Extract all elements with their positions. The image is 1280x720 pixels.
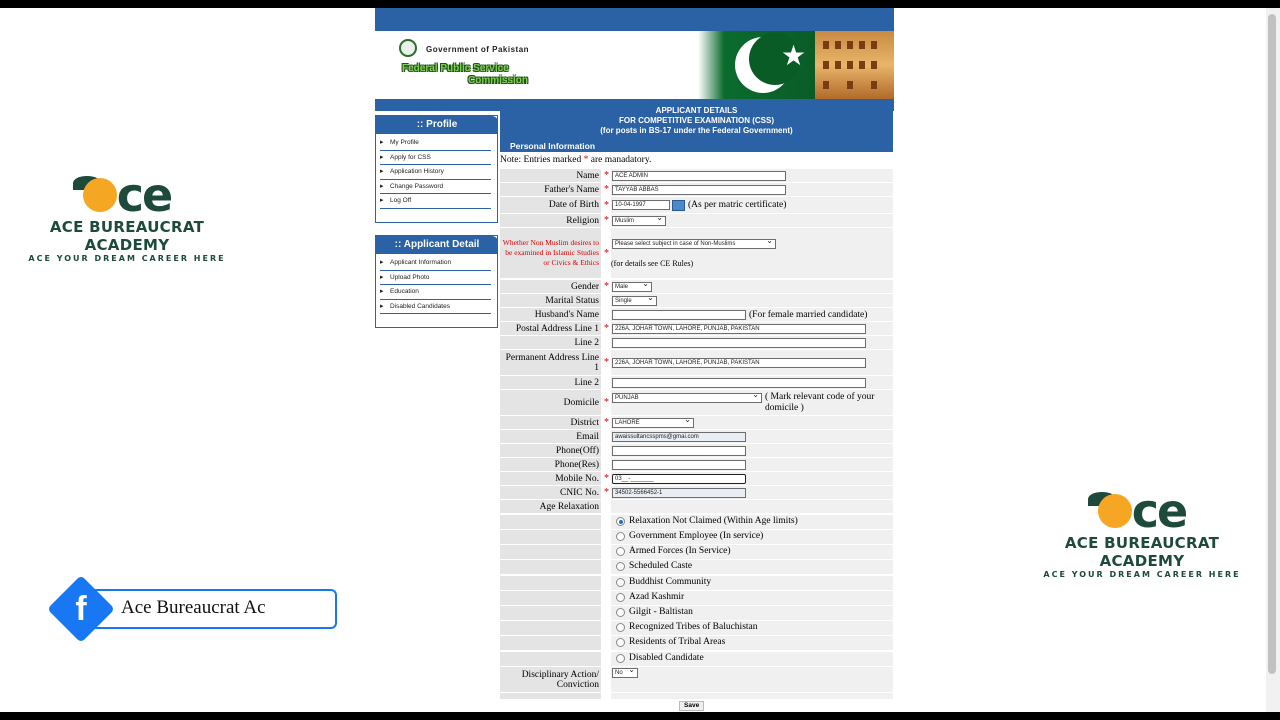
menu-item-applicant-information[interactable]: ▸ Applicant Information (380, 256, 491, 271)
menu-item-log-off[interactable]: ▸ Log Off (380, 194, 491, 209)
row-phone-res (500, 458, 893, 471)
gender-select[interactable]: Male ⌄ (612, 282, 652, 292)
form-subtitle-bs17: (for posts in BS-17 under the Federal Government) (600, 126, 793, 135)
required-mark: * (604, 323, 609, 334)
husband-name-label: Husband's Name (500, 308, 601, 321)
menu-item-application-history[interactable]: ▸ Application History (380, 165, 491, 180)
permanent-line1-input[interactable]: 226A, JOHAR TOWN, LAHORE, PUNJAB, PAKISTAN (612, 358, 866, 368)
org-name-line1: Federal Public Service (402, 63, 509, 74)
header-banner (375, 31, 894, 99)
relaxation-radio[interactable] (616, 608, 625, 617)
husband-name-input[interactable] (612, 310, 746, 320)
religion-label: Religion (500, 214, 601, 227)
menu-item-change-password[interactable]: ▸ Change Password (380, 180, 491, 195)
row-marital-status (500, 294, 893, 307)
required-mark: * (602, 228, 611, 278)
cnic-label: CNIC No. (500, 486, 601, 499)
relaxation-option-label: Scheduled Caste (629, 561, 693, 571)
dob-label: Date of Birth (500, 197, 601, 213)
row-permanent-line1 (500, 350, 893, 375)
permanent-line2-label: Line 2 (500, 376, 601, 389)
row-phone-off (500, 444, 893, 457)
menu-item-my-profile[interactable]: ▸ My Profile (380, 136, 491, 151)
disciplinary-select[interactable]: No ⌄ (612, 668, 638, 678)
domicile-hint: ( Mark relevant code of your domicile ) (765, 392, 875, 413)
row-religion (500, 214, 893, 227)
gov-title: Government of Pakistan (426, 45, 530, 54)
relaxation-option-label: Government Employee (In service) (629, 531, 764, 541)
ace-tagline: ACE YOUR DREAM CAREER HERE (28, 254, 226, 263)
relaxation-radio[interactable] (616, 517, 625, 526)
row-age-relaxation (500, 500, 893, 513)
row-domicile (500, 390, 893, 415)
father-name-label: Father's Name (500, 183, 601, 196)
ace-a-icon (83, 178, 117, 212)
relaxation-radio[interactable] (616, 623, 625, 632)
phone-res-input[interactable] (612, 460, 746, 470)
calendar-icon[interactable] (672, 200, 685, 211)
mandatory-note: Note: Entries marked * are manadatory. (500, 155, 652, 165)
domicile-select[interactable]: PUNJAB ⌄ (612, 393, 762, 403)
relaxation-option (500, 576, 893, 590)
mobile-input[interactable]: 03__-_______ (612, 474, 746, 484)
mobile-label: Mobile No. (500, 472, 601, 485)
row-husband-name (500, 308, 893, 321)
row-district (500, 416, 893, 429)
relaxation-option-label: Relaxation Not Claimed (Within Age limits) (629, 516, 798, 526)
letterbox-top (0, 0, 1280, 8)
form-title: APPLICANT DETAILS (655, 106, 738, 115)
disciplinary-label: Disciplinary Action/ Conviction (500, 667, 601, 692)
pakistan-flag-image (685, 31, 815, 99)
relaxation-option-label: Azad Kashmir (629, 592, 685, 602)
row-dob (500, 197, 893, 213)
row-gender (500, 280, 893, 293)
ace-word: ce (1131, 484, 1187, 538)
ace-tagline: ACE YOUR DREAM CAREER HERE (1043, 570, 1241, 579)
phone-off-input[interactable] (612, 446, 746, 456)
row-name (500, 169, 893, 182)
marital-status-select[interactable]: Single ⌄ (612, 296, 657, 306)
required-mark: * (604, 215, 609, 226)
religion-select[interactable]: Muslim ⌄ (612, 216, 666, 226)
fpsc-page (375, 8, 894, 712)
relaxation-option-label: Disabled Candidate (629, 653, 704, 663)
ace-word: ce (116, 168, 172, 222)
permanent-line2-input[interactable] (612, 378, 866, 388)
age-relaxation-label: Age Relaxation (500, 500, 601, 513)
ace-a-icon (1098, 494, 1132, 528)
husband-name-hint: (For female married candidate) (749, 309, 868, 320)
district-label: District (500, 416, 601, 429)
required-mark: * (604, 184, 609, 195)
facebook-page-name: Ace Bureaucrat Ac (121, 597, 266, 618)
required-mark: * (602, 390, 611, 415)
ace-logo-left (18, 168, 236, 263)
relaxation-option (500, 591, 893, 605)
email-label: Email (500, 430, 601, 443)
profile-menu (375, 115, 498, 223)
dob-input[interactable]: 10-04-1997 (612, 200, 670, 210)
permanent-line1-label: Permanent Address Line 1 (500, 350, 601, 375)
row-postal-line1 (500, 322, 893, 335)
relaxation-option (500, 652, 893, 666)
district-select[interactable]: LAHORE ⌄ (612, 418, 694, 428)
applicant-menu-title: :: Applicant Detail (376, 236, 498, 254)
relaxation-option (500, 560, 893, 574)
form-header (500, 105, 893, 152)
government-seal-icon (399, 39, 417, 57)
email-input[interactable]: awaissultancsspms@gmai.com (612, 432, 746, 442)
row-spacer (500, 693, 893, 699)
required-mark: * (604, 417, 609, 428)
marital-status-label: Marital Status (500, 294, 601, 307)
row-disciplinary (500, 667, 893, 692)
relaxation-radio[interactable] (616, 638, 625, 647)
row-email (500, 430, 893, 443)
relaxation-option-label: Armed Forces (In Service) (629, 546, 731, 556)
required-mark: * (602, 197, 611, 213)
ace-academy-name: ACE BUREAUCRAT ACADEMY (1064, 534, 1220, 570)
save-button[interactable]: Save (679, 701, 704, 711)
postal-line1-input[interactable]: 226A, JOHAR TOWN, LAHORE, PUNJAB, PAKISTAN (612, 324, 866, 334)
section-title: Personal Information (510, 141, 596, 151)
required-mark: * (604, 473, 609, 484)
row-mobile (500, 472, 893, 485)
non-muslim-hint: (for details see CE Rules) (611, 258, 694, 268)
required-mark: * (604, 170, 609, 181)
required-mark: * (604, 487, 609, 498)
postal-line2-input[interactable] (612, 338, 866, 348)
domicile-label: Domicile (500, 390, 601, 415)
relaxation-radio[interactable] (616, 562, 625, 571)
ace-academy-name: ACE BUREAUCRAT ACADEMY (49, 218, 205, 254)
relaxation-option (500, 545, 893, 559)
relaxation-option (500, 515, 893, 529)
required-mark: * (604, 281, 609, 292)
building-image (815, 31, 894, 99)
non-muslim-label: Whether Non Muslim desires to be examined in Islamic Studies or Civics & Ethics (500, 228, 601, 278)
relaxation-option-label: Recognized Tribes of Baluchistan (629, 622, 758, 632)
row-father-name (500, 183, 893, 196)
form-subtitle: FOR COMPETITIVE EXAMINATION (CSS) (619, 116, 774, 125)
relaxation-radio[interactable] (616, 654, 625, 663)
relaxation-option-label: Buddhist Community (629, 577, 712, 587)
name-label: Name (500, 169, 601, 182)
row-permanent-line2 (500, 376, 893, 389)
menu-item-education[interactable]: ▸ Education (380, 285, 491, 300)
relaxation-radio[interactable] (616, 547, 625, 556)
header-strip (375, 8, 894, 31)
letterbox-bottom (0, 712, 1280, 720)
facebook-icon: f (75, 590, 87, 628)
row-cnic (500, 486, 893, 499)
relaxation-option (500, 636, 893, 650)
menu-item-upload-photo[interactable]: ▸ Upload Photo (380, 271, 491, 286)
row-postal-line2 (500, 336, 893, 349)
relaxation-option (500, 530, 893, 544)
relaxation-option-label: Residents of Tribal Areas (629, 637, 726, 647)
menu-item-disabled-candidates[interactable]: ▸ Disabled Candidates (380, 300, 491, 315)
relaxation-option (500, 621, 893, 635)
father-name-input[interactable]: TAYYAB ABBAS (612, 185, 786, 195)
non-muslim-subject-select[interactable]: Please select subject in case of Non-Muslims ⌄ (612, 239, 776, 249)
relaxation-radio[interactable] (616, 578, 625, 587)
gender-label: Gender (500, 280, 601, 293)
phone-off-label: Phone(Off) (500, 444, 601, 457)
dob-hint: (As per matric certificate) (688, 200, 787, 210)
menu-item-apply-css[interactable]: ▸ Apply for CSS (380, 151, 491, 166)
postal-line2-label: Line 2 (500, 336, 601, 349)
required-mark: * (602, 350, 611, 375)
relaxation-radio[interactable] (616, 593, 625, 602)
facebook-badge (45, 575, 338, 645)
postal-line1-label: Postal Address Line 1 (500, 322, 601, 335)
row-non-muslim-subject (500, 228, 893, 278)
scrollbar-thumb[interactable] (1268, 14, 1276, 674)
org-name-line2: Commission (468, 75, 529, 86)
relaxation-option (500, 606, 893, 620)
cnic-input[interactable]: 34502-5566452-1 (612, 488, 746, 498)
ace-logo-right (1026, 484, 1258, 579)
relaxation-option-label: Gilgit - Baltistan (629, 607, 693, 617)
phone-res-label: Phone(Res) (500, 458, 601, 471)
applicant-menu (375, 235, 498, 328)
name-input[interactable]: ACE ADMIN (612, 171, 786, 181)
star-icon: ★ (781, 41, 807, 72)
relaxation-radio[interactable] (616, 532, 625, 541)
profile-menu-title: :: Profile (376, 116, 498, 134)
